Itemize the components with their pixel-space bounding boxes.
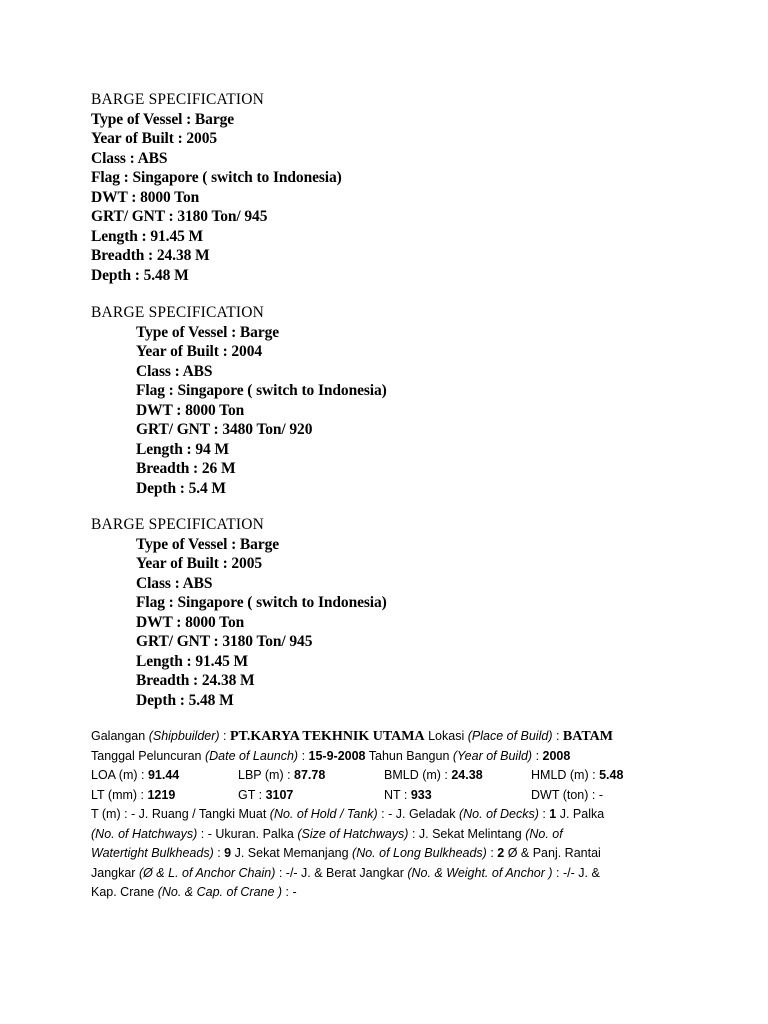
spec-title: BARGE SPECIFICATION	[91, 91, 265, 108]
spec-breadth: Breadth : 26 M	[136, 460, 236, 477]
lt-label: LT (mm) :	[91, 787, 148, 802]
bulkheads-value: 9	[224, 846, 232, 860]
built-label-en: (Year of Build)	[452, 748, 533, 763]
spec-type: Type of Vessel : Barge	[91, 110, 235, 128]
spec-flag: Flag : Singapore ( switch to Indonesia)	[136, 382, 387, 399]
spec-depth: Depth : 5.48 M	[136, 691, 234, 709]
lbp-cell	[238, 766, 325, 786]
loa-cell	[91, 766, 179, 786]
spec-breadth: Breadth : 24.38 M	[136, 672, 255, 689]
place-label-en: (Place of Build)	[467, 729, 553, 743]
anchor-weight-label: : -/- J. & Berat Jangkar	[275, 865, 408, 880]
dimensions-row	[91, 766, 691, 786]
shipbuilder-label: Galangan	[91, 729, 149, 743]
loa-label: LOA (m) :	[91, 768, 148, 782]
hatch-label: J. Palka	[556, 807, 605, 821]
spec-grt: GRT/ GNT : 3480 Ton/ 920	[136, 421, 313, 438]
lbp-label: LBP (m) :	[238, 768, 295, 782]
spec-breadth: Breadth : 24.38 M	[91, 247, 210, 264]
crane-label-en: (No. & Cap. of Crane )	[157, 885, 283, 899]
bulkhead-label-en-cont: Watertight Bulkheads)	[91, 846, 214, 860]
launch-label-en: (Date of Launch)	[204, 748, 299, 763]
long-bulkheads-value: 2	[497, 846, 505, 860]
separator: :	[213, 846, 225, 860]
spec-type: Type of Vessel : Barge	[136, 323, 280, 341]
spec-dwt: DWT : 8000 Ton	[136, 613, 245, 631]
spec-flag: Flag : Singapore ( switch to Indonesia)	[91, 169, 342, 186]
bulkheads-row	[91, 844, 691, 864]
shipbuilder-value: PT.KARYA TEKHNIK UTAMA	[229, 729, 425, 744]
spec-type: Type of Vessel : Barge	[136, 535, 280, 553]
crane-row	[91, 883, 691, 903]
barge-spec-block-1	[91, 90, 342, 285]
gt-value: 3107	[265, 787, 294, 802]
shipbuilder-label-en: (Shipbuilder)	[148, 729, 220, 743]
decks-label-en: (No. of Decks)	[458, 807, 539, 821]
bulkhead-label: : J. Sekat Melintang	[408, 826, 526, 841]
lt-cell	[91, 786, 175, 806]
bmld-value: 24.38	[451, 768, 483, 782]
spec-grt: GRT/ GNT : 3180 Ton/ 945	[91, 208, 268, 225]
barge-spec-block-2	[91, 303, 387, 498]
anchor-chain-label-en: (Ø & L. of Anchor Chain)	[138, 865, 276, 880]
bmld-cell	[384, 766, 483, 786]
hatch-label-en: (No. of Hatchways)	[91, 826, 198, 841]
spec-year: Year of Built : 2005	[91, 130, 218, 147]
crane-label: Kap. Crane	[91, 885, 158, 899]
anchor-row	[91, 864, 691, 884]
built-year-value: 2008	[542, 748, 571, 763]
decks-value: 1	[549, 807, 557, 821]
spec-dwt: DWT : 8000 Ton	[136, 401, 245, 419]
spec-grt: GRT/ GNT : 3180 Ton/ 945	[136, 633, 313, 650]
hatch-size-label: : - Ukuran. Palka	[197, 826, 298, 841]
crane-value: : -	[282, 885, 297, 899]
spec-dwt: DWT : 8000 Ton	[91, 188, 200, 206]
spec-title: BARGE SPECIFICATION	[91, 516, 265, 533]
nt-value: 933	[410, 787, 432, 802]
spec-class: Class : ABS	[136, 574, 213, 592]
hold-label: T (m) : - J. Ruang / Tangki Muat	[91, 807, 270, 821]
spec-class: Class : ABS	[136, 362, 213, 380]
barge-spec-block-3	[91, 515, 387, 710]
hmld-cell	[531, 766, 623, 786]
long-bulkhead-label: J. Sekat Memanjang	[231, 846, 353, 860]
spec-title: BARGE SPECIFICATION	[91, 304, 265, 321]
loa-value: 91.44	[147, 768, 180, 782]
hmld-label: HMLD (m) :	[531, 768, 600, 782]
separator: :	[532, 748, 543, 763]
spec-length: Length : 94 M	[136, 440, 229, 458]
hatchways-row	[91, 825, 691, 845]
lt-value: 1219	[147, 787, 176, 802]
spec-depth: Depth : 5.4 M	[136, 479, 226, 497]
anchor-chain-label-cont: Jangkar	[91, 865, 139, 880]
separator: :	[552, 729, 563, 743]
gt-label: GT :	[238, 787, 266, 802]
bmld-label: BMLD (m) :	[384, 768, 452, 782]
place-value: BATAM	[562, 729, 613, 744]
crane-label-start: : -/- J. &	[552, 865, 600, 880]
built-label: Tahun Bangun	[365, 748, 453, 763]
hmld-value: 5.48	[599, 768, 624, 782]
separator: :	[219, 729, 230, 743]
ship-data-section	[91, 727, 691, 903]
shipbuilder-row	[91, 727, 691, 747]
spec-depth: Depth : 5.48 M	[91, 266, 189, 284]
long-bulkhead-label-en: (No. of Long Bulkheads)	[352, 846, 487, 860]
dwt-cell	[531, 786, 603, 806]
launch-row	[91, 747, 691, 767]
spec-year: Year of Built : 2005	[136, 555, 263, 572]
spec-flag: Flag : Singapore ( switch to Indonesia)	[136, 594, 387, 611]
spec-length: Length : 91.45 M	[91, 227, 204, 245]
separator: :	[538, 807, 550, 821]
anchor-chain-label: Ø & Panj. Rantai	[504, 846, 601, 860]
separator: :	[298, 748, 309, 763]
lbp-value: 87.78	[294, 768, 326, 782]
hatch-size-label-en: (Size of Hatchways)	[297, 826, 409, 841]
tonnage-row	[91, 786, 691, 806]
nt-cell	[384, 786, 432, 806]
nt-label: NT :	[384, 787, 411, 802]
launch-label: Tanggal Peluncuran	[91, 748, 205, 763]
hold-decks-row	[91, 805, 691, 825]
decks-label: : - J. Geladak	[377, 807, 459, 821]
place-label: Lokasi	[424, 729, 468, 743]
separator: :	[486, 846, 498, 860]
spec-class: Class : ABS	[91, 149, 168, 167]
spec-year: Year of Built : 2004	[136, 343, 263, 360]
launch-date-value: 15-9-2008	[308, 748, 366, 763]
anchor-weight-label-en: (No. & Weight. of Anchor )	[407, 865, 553, 880]
bulkhead-label-en: (No. of	[525, 826, 563, 841]
hold-label-en: (No. of Hold / Tank)	[269, 807, 378, 821]
spec-length: Length : 91.45 M	[136, 652, 249, 670]
gt-cell	[238, 786, 293, 806]
dwt-label: DWT (ton) : -	[531, 787, 603, 802]
